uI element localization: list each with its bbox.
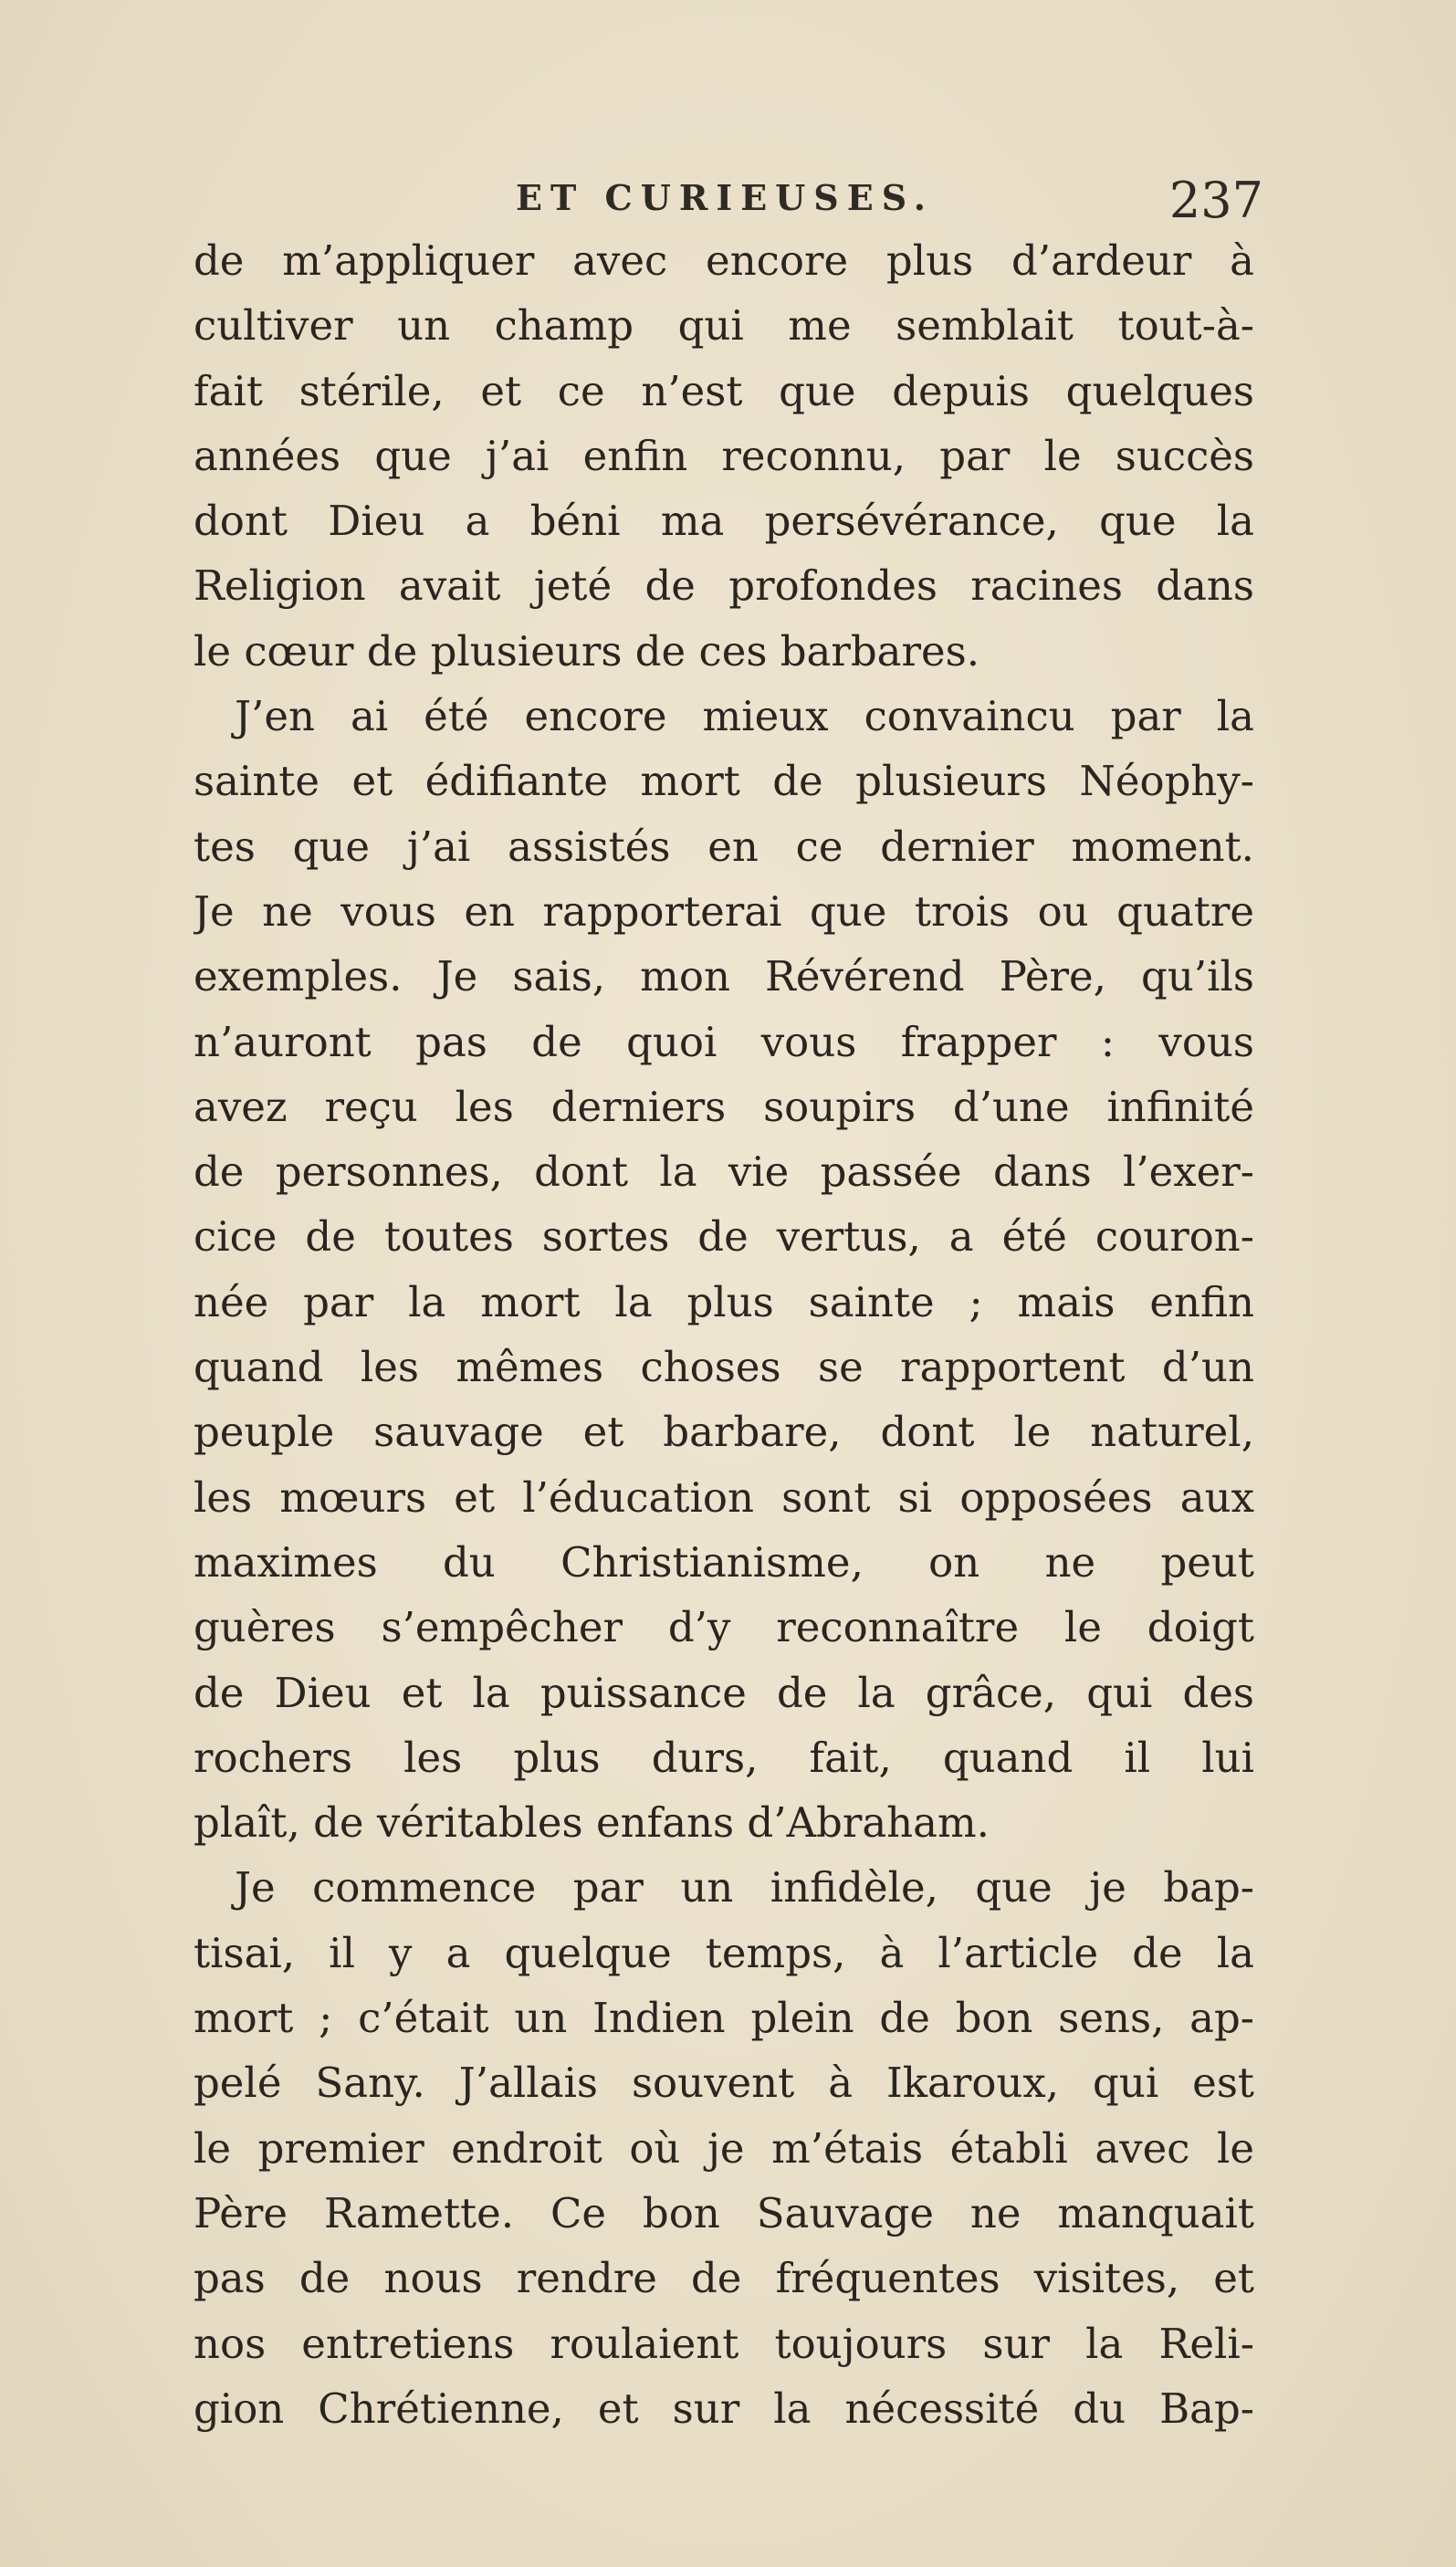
page-header [192, 172, 1269, 229]
text-line: n’auront pas de quoi vous frapper : vous [194, 1017, 1254, 1066]
text-line: peuple sauvage et barbare, dont le naturel, [194, 1408, 1254, 1457]
body-text [194, 228, 1254, 2441]
text-line: guères s’empêcher d’y reconnaître le doigt [194, 1603, 1254, 1652]
text-line: dont Dieu a béni ma persévérance, que la [194, 497, 1254, 546]
text-line: sainte et édifiante mort de plusieurs Néophy- [194, 757, 1254, 806]
text-line: tisai, il y a quelque temps, à l’article de la [194, 1928, 1254, 1977]
text-line: mort ; c’était un Indien plein de bon sens, ap- [194, 1994, 1254, 2043]
text-line: maximes du Christianisme, on ne peut [194, 1537, 1254, 1587]
text-line: nos entretiens roulaient toujours sur la Reli- [194, 2319, 1254, 2368]
text-line: le premier endroit où je m’étais établi avec le [194, 2123, 1254, 2173]
text-line: avez reçu les derniers soupirs d’une infinité [194, 1082, 1254, 1131]
text-line: plaît, de véritables enfans d’Abraham. [194, 1798, 990, 1848]
text-line: cultiver un champ qui me semblait tout-à- [194, 301, 1254, 351]
text-line: rochers les plus durs, fait, quand il lui [194, 1733, 1254, 1782]
text-line: Père Ramette. Ce bon Sauvage ne manquait [194, 2188, 1254, 2237]
text-line: cice de toutes sortes de vertus, a été couron- [194, 1212, 1254, 1262]
text-line: les mœurs et l’éducation sont si opposées aux [194, 1472, 1254, 1522]
text-line: exemples. Je sais, mon Révérend Père, qu’ils [194, 952, 1254, 1001]
text-line: Je ne vous en rapporterai que trois ou quatre [194, 886, 1254, 936]
text-line: tes que j’ai assistés en ce dernier moment. [194, 822, 1254, 871]
text-line: de Dieu et la puissance de la grâce, qui des [194, 1668, 1254, 1717]
text-line: années que j’ai enfin reconnu, par le succès [194, 431, 1254, 480]
text-line: quand les mêmes choses se rapportent d’un [194, 1343, 1254, 1392]
text-line: le cœur de plusieurs de ces barbares. [194, 626, 980, 676]
text-line: J’en ai été encore mieux convaincu par la [235, 692, 1254, 741]
page-number: 237 [1168, 172, 1263, 229]
text-line: Religion avait jeté de profondes racines dans [194, 561, 1254, 611]
text-line: Je commence par un infidèle, que je bap- [235, 1863, 1254, 1912]
text-line: fait stérile, et ce n’est que depuis quelques [194, 366, 1254, 415]
text-line: née par la mort la plus sainte ; mais enfin [194, 1277, 1254, 1326]
text-line: pas de nous rendre de fréquentes visites, et [194, 2254, 1254, 2303]
text-line: pelé Sany. J’allais souvent à Ikaroux, qui est [194, 2059, 1254, 2108]
text-line: de m’appliquer avec encore plus d’ardeur à [194, 236, 1254, 285]
running-title: ET CURIEUSES. [516, 177, 935, 218]
text-line: de personnes, dont la vie passée dans l’exer- [194, 1147, 1254, 1197]
text-line: gion Chrétienne, et sur la nécessité du Bap- [194, 2384, 1254, 2433]
